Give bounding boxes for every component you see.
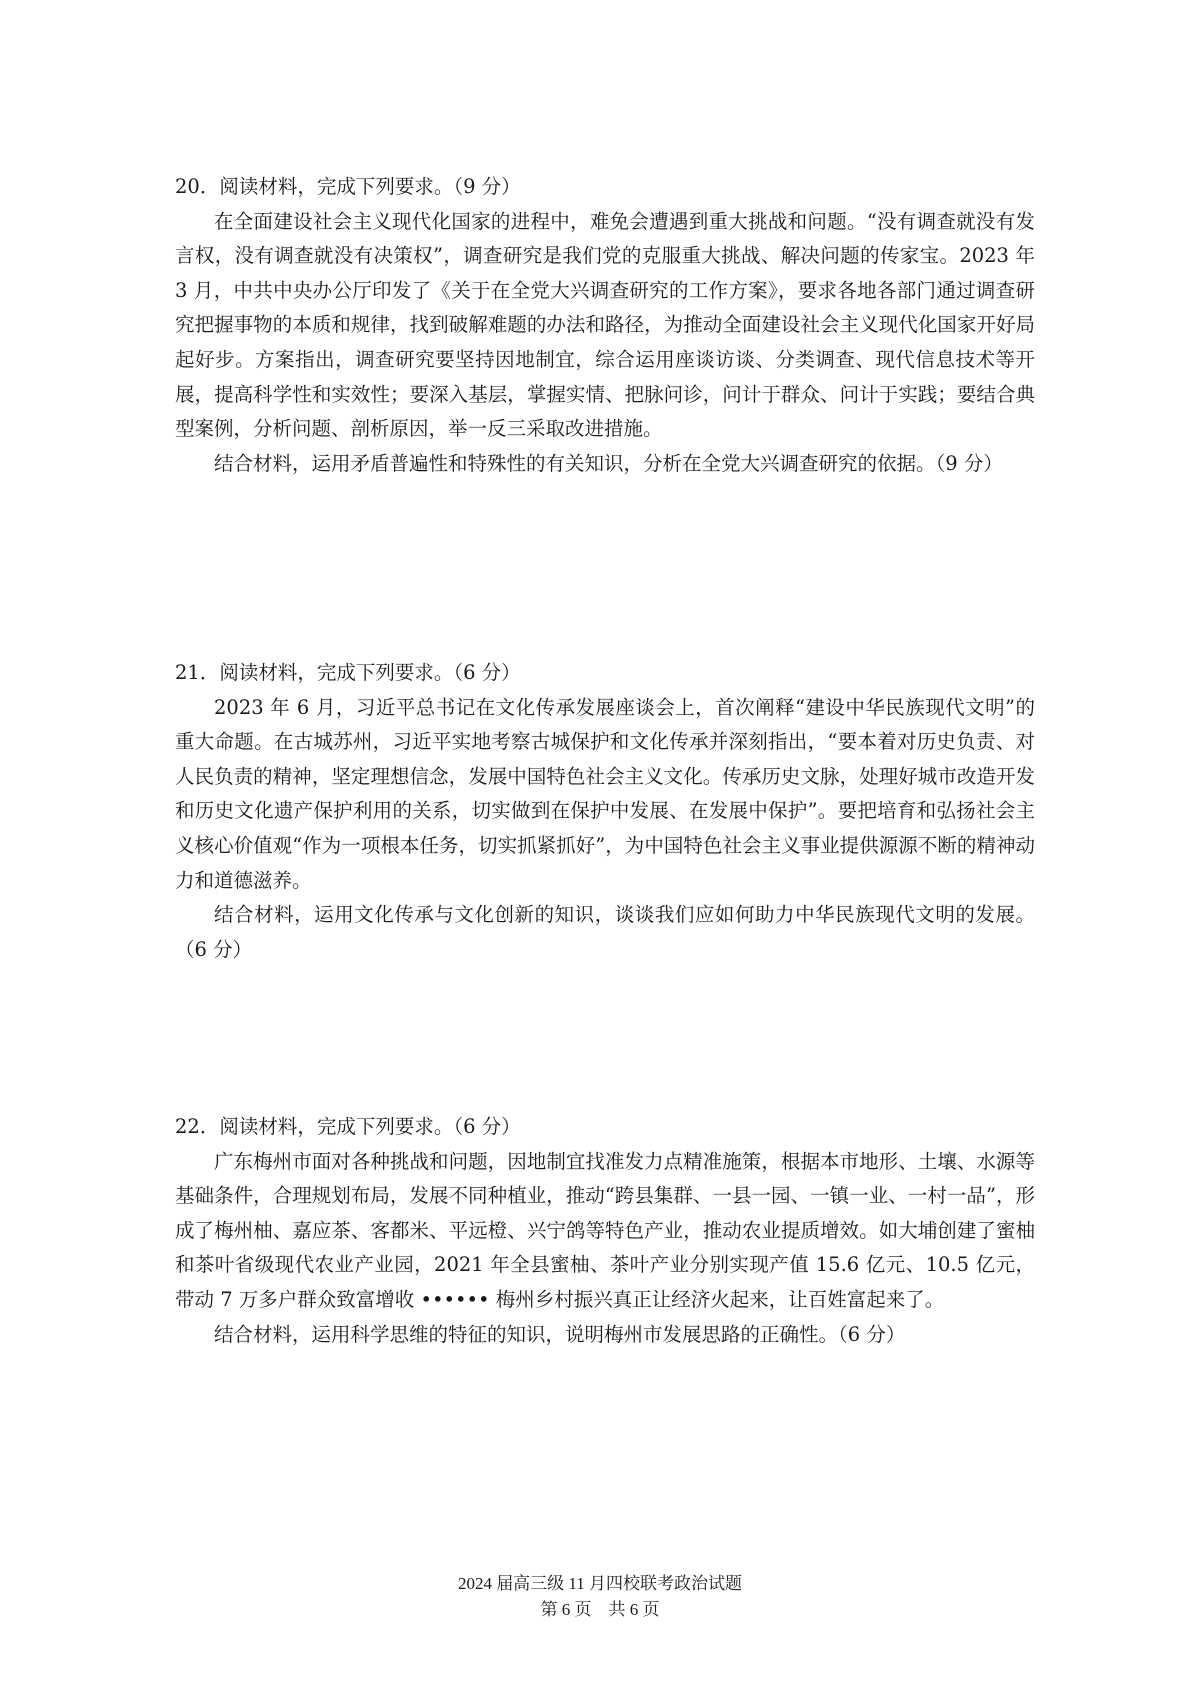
question-material: 广东梅州市面对各种挑战和问题，因地制宜找准发力点精准施策，根据本市地形、土壤、水源等基础条件，合理规划布局，发展不同种植业，推动“跨县集群、一县一园、一镇一业、一村一品”，形成了梅州柚、嘉应茶、客都米、平远橙、兴宁鸽等特色产业，推动农业提质增效。如大埔创建了蜜柚和茶叶省级现代农业产业园，2021 年全县蜜柚、茶叶产业分别实现产值 15.6 亿元、10.5 亿元，带动 7 万多户群众致富增收 •••••• 梅州乡村振兴真正让经济火起来，让百姓富起来了。 <box>175 1149 1035 1311</box>
footer-page-number: 第 6 页 共 6 页 <box>540 1600 660 1619</box>
question-22 <box>175 1110 1035 1352</box>
question-material: 2023 年 6 月，习近平总书记在文化传承发展座谈会上，首次阐释“建设中华民族现代文明”的重大命题。在古城苏州，习近平实地考察古城保护和文化传承并深刻指出，“要本着对历史负责、对人民负责的精神，坚定理想信念，发展中国特色社会主义文化。传承历史文脉，处理好城市改造开发和历史文化遗产保护利用的关系，切实做到在保护中发展、在发展中保护”。要把培育和弘扬社会主义核心价值观“作为一项根本任务，切实抓紧抓好”，为中国特色社会主义事业提供源源不断的精神动力和道德滋养。 <box>175 695 1035 892</box>
question-header: 20．阅读材料，完成下列要求。（9 分） <box>175 175 521 198</box>
question-header: 22．阅读材料，完成下列要求。（6 分） <box>175 1115 521 1138</box>
question-material: 在全面建设社会主义现代化国家的进程中，难免会遭遇到重大挑战和问题。“没有调查就没有发言权，没有调查就没有决策权”，调查研究是我们党的克服重大挑战、解决问题的传家宝。2023 年 3 月，中共中央办公厅印发了《关于在全党大兴调查研究的工作方案》，要求各地各部门通过调查研究把握事物的本质和规律，找到破解难题的办法和路径，为推动全面建设社会主义现代化国家开好局起好步。方案指出，调查研究要坚持因地制宜，综合运用座谈访谈、分类调查、现代信息技术等开展，提高科学性和实效性；要深入基层，掌握实情、把脉问诊，问计于群众、问计于实践；要结合典型案例，分析问题、剖析原因，举一反三采取改进措施。 <box>175 209 1035 441</box>
question-task: 结合材料，运用文化传承与文化创新的知识，谈谈我们应如何助力中华民族现代文明的发展。（6 分） <box>175 903 1035 961</box>
question-header: 21．阅读材料，完成下列要求。（6 分） <box>175 661 521 684</box>
footer-exam-title: 2024 届高三级 11 月四校联考政治试题 <box>457 1574 743 1593</box>
question-task: 结合材料，运用科学思维的特征的知识，说明梅州市发展思路的正确性。（6 分） <box>214 1322 906 1346</box>
question-20 <box>175 170 1035 481</box>
question-task: 结合材料，运用矛盾普遍性和特殊性的有关知识，分析在全党大兴调查研究的依据。（9 分） <box>214 451 1003 475</box>
question-21 <box>175 656 1035 967</box>
